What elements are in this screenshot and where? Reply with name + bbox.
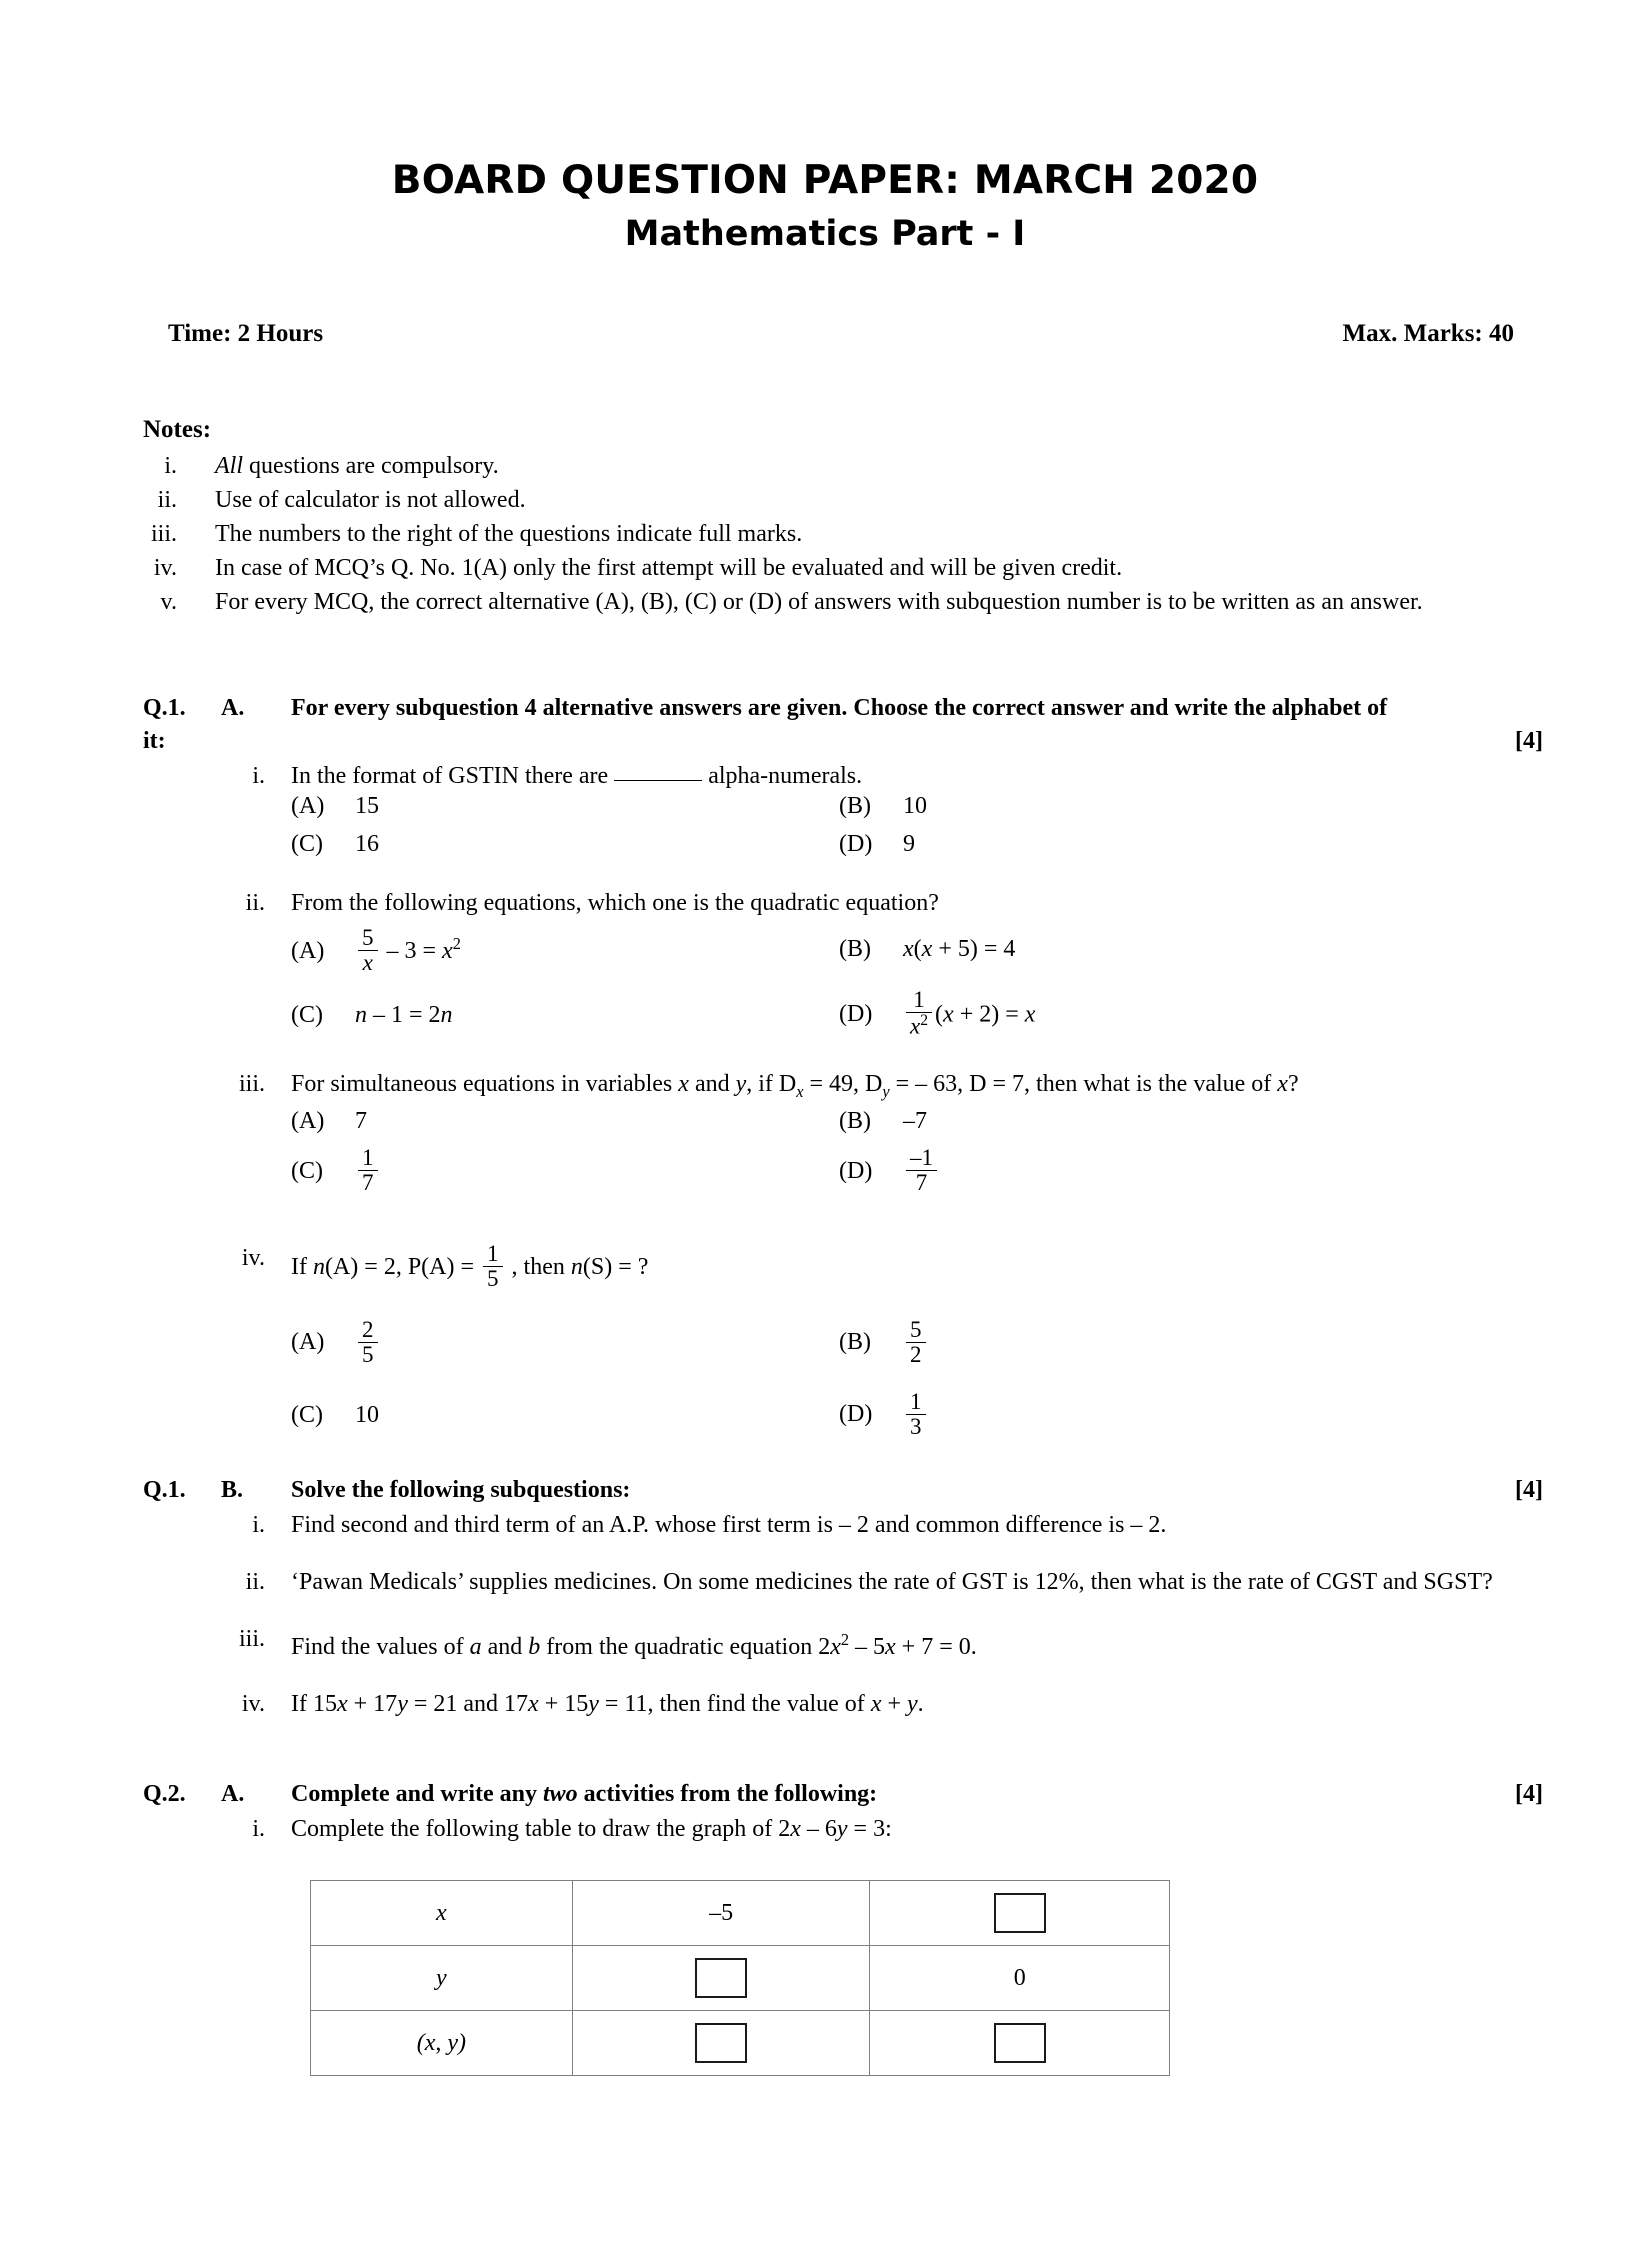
question-1b-number: Q.1.: [143, 1477, 186, 1503]
fraction: [906, 988, 932, 1039]
option-value: x(x + 5) = 4: [903, 936, 1016, 962]
option-tag: (A): [291, 1107, 325, 1134]
question-2a-number: Q.2.: [143, 1781, 186, 1807]
option-tag: (A): [291, 1329, 325, 1356]
table-cell-answerbox[interactable]: [870, 1881, 1170, 1946]
q1b-sub-ii-text: ‘Pawan Medicals’ supplies medicines. On some medicines the rate of GST is 12%, then what is the rate of CGST and SGST?: [291, 1569, 1493, 1595]
question-2a-block: [143, 1778, 1543, 1846]
q1a-sub-ii-options: [291, 926, 1543, 1050]
note-text: [215, 450, 1503, 482]
question-1a-number: Q.1.: [143, 695, 186, 721]
note-number: i.: [164, 453, 177, 479]
fraction: [358, 1318, 378, 1368]
table-cell: [572, 1881, 870, 1946]
table-row: [311, 1946, 1170, 2011]
fraction-numerator: 2: [362, 1316, 374, 1342]
note-item: [143, 552, 1503, 584]
fraction: [906, 1318, 926, 1368]
question-1b-heading-row: [143, 1474, 1543, 1507]
table-row: [311, 2011, 1170, 2076]
question-2a-subpart: A.: [221, 1781, 245, 1807]
graph-table-wrapper: [310, 1880, 1170, 2076]
question-1a-heading-text: For every subquestion 4 alternative answers are given. Choose the correct answer and write the alphabet of it:: [143, 695, 1388, 754]
option-tag: (D): [839, 1001, 873, 1028]
q1a-sub-iii-options: [291, 1108, 1543, 1208]
question-2a-marks: [4]: [1515, 1781, 1543, 1807]
option-A[interactable]: [291, 793, 379, 820]
table-row-label: [311, 2011, 573, 2076]
option-tag: (C): [291, 831, 323, 857]
cell-value: y: [436, 1964, 447, 1991]
table-row-label: [311, 1881, 573, 1946]
note-rest: questions are compulsory.: [243, 453, 499, 479]
fill-in-blank[interactable]: [614, 780, 702, 781]
option-tag: (A): [291, 937, 325, 964]
option-row: [291, 1390, 1543, 1452]
fraction-denominator: 5: [358, 1342, 378, 1367]
table-cell-answerbox[interactable]: [572, 2011, 870, 2076]
answer-box[interactable]: [994, 1893, 1046, 1933]
note-item: [143, 484, 1503, 516]
table-row: [311, 1881, 1170, 1946]
q1a-sub-iii: [143, 1068, 1543, 1108]
fraction-numerator: –1: [910, 1144, 933, 1170]
table-cell-answerbox[interactable]: [870, 2011, 1170, 2076]
question-2a-heading-text: Complete and write any two activities from the following:: [291, 1781, 878, 1807]
table-row-label: [311, 1946, 573, 2011]
q1a-sub-i-text-before: In the format of GSTIN there are: [291, 763, 609, 789]
cell-value: 0: [1013, 1964, 1026, 1991]
q1b-sub-iii-text: Find the values of a and b from the quadratic equation $2x^2 - 5x + 7 = 0$.: [291, 1630, 977, 1660]
option-D[interactable]: [839, 1390, 929, 1440]
option-row: [291, 926, 1543, 988]
q1a-sub-iii-text: For simultaneous equations in variables x and y, if $D_x = 49$, $D_y$ = – 63, D = 7, then what is the value of x?: [291, 1071, 1299, 1101]
option-tag: (B): [839, 936, 871, 962]
option-value: 10: [355, 1401, 379, 1428]
cell-value: x: [436, 1899, 447, 1926]
option-row: [291, 831, 1543, 869]
q1b-sub-i: [143, 1509, 1543, 1542]
fraction-denominator: x: [358, 950, 378, 975]
option-tag: (D): [839, 831, 873, 857]
q1a-sub-ii-number: ii.: [245, 890, 265, 916]
option-value: 10: [903, 793, 927, 819]
question-2a-heading-row: [143, 1778, 1543, 1811]
note-text: For every MCQ, the correct alternative (A), (B), (C) or (D) of answers with subquestion number is to be written as an answer.: [215, 589, 1423, 615]
q1b-sub-iv-text: If 15x + 17y = 21 and 17x + 15y = 11, then find the value of x + y.: [291, 1691, 924, 1717]
page-title: BOARD QUESTION PAPER: MARCH 2020: [391, 158, 1259, 203]
fraction-denominator: 7: [906, 1170, 937, 1195]
option-C[interactable]: [291, 831, 379, 858]
option-B[interactable]: [839, 1108, 927, 1135]
question-1a-block: [143, 692, 1543, 1452]
option-tag: (D): [839, 1157, 873, 1184]
option-value: 16: [355, 831, 379, 857]
q1a-sub-iv-options: [291, 1318, 1543, 1452]
option-D[interactable]: [839, 831, 915, 858]
q1b-sub-iii: [143, 1623, 1543, 1664]
cell-value: –5: [709, 1899, 734, 1926]
fraction-numerator: 1: [362, 1144, 374, 1170]
fraction-numerator: 1: [487, 1240, 499, 1266]
note-item: [143, 586, 1503, 618]
option-B[interactable]: [839, 936, 1015, 963]
fraction-numerator: 1: [910, 1388, 922, 1414]
note-number: v.: [160, 589, 177, 615]
q1a-sub-i-number: i.: [252, 763, 265, 789]
q1b-sub-iii-number: iii.: [238, 1626, 265, 1652]
answer-box[interactable]: [695, 1958, 747, 1998]
option-tag: (A): [291, 793, 325, 819]
heading-italic-word: two: [542, 1781, 578, 1807]
fraction-denominator: 7: [358, 1170, 378, 1195]
note-italic-lead: All: [215, 453, 243, 479]
option-row: [291, 1146, 1543, 1208]
q1a-sub-iv-number: iv.: [241, 1244, 265, 1271]
exam-meta-row: [0, 320, 1650, 354]
option-tag: (C): [291, 1002, 323, 1028]
q1a-sub-i-text: [291, 763, 862, 789]
q2a-sub-i: [143, 1813, 1543, 1846]
q1a-sub-iv-text: If n(A) = 2, P(A) = $\frac{1}{5}$ , then n(S) = ?: [291, 1240, 649, 1292]
cell-value: (x, y): [416, 2029, 467, 2056]
note-text: Use of calculator is not allowed.: [215, 487, 526, 513]
answer-box[interactable]: [994, 2023, 1046, 2063]
option-tag: (C): [291, 1401, 323, 1428]
fraction: [358, 1146, 378, 1196]
option-B[interactable]: [839, 793, 927, 820]
option-B[interactable]: [839, 1318, 929, 1368]
option-value: –7: [903, 1107, 927, 1134]
question-1a-subpart: A.: [221, 695, 245, 721]
option-row: [291, 988, 1543, 1050]
fraction-numerator: 5: [910, 1316, 922, 1342]
fraction-denominator: 5: [483, 1266, 503, 1291]
exam-duration: Time: 2 Hours: [168, 319, 324, 347]
question-1b-subpart: B.: [221, 1477, 244, 1503]
option-tag: (B): [839, 1107, 871, 1134]
q1a-sub-ii-text: From the following equations, which one is the quadratic equation?: [291, 890, 939, 916]
option-C[interactable]: [291, 1402, 379, 1429]
q1a-sub-i-text-after: alpha-numerals.: [708, 763, 863, 789]
option-row: [291, 1108, 1543, 1146]
fraction-denominator: $x^2$: [906, 1012, 932, 1039]
option-tag: (D): [839, 1401, 873, 1428]
option-A[interactable]: [291, 926, 461, 976]
notes-heading: Notes:: [143, 416, 212, 443]
note-number: iv.: [153, 555, 177, 581]
fraction-numerator: 1: [913, 987, 925, 1012]
option-tail: (x + 2) = x: [935, 1001, 1036, 1028]
option-C[interactable]: [291, 1002, 453, 1029]
fraction-denominator: 3: [906, 1414, 926, 1439]
option-A[interactable]: [291, 1108, 367, 1135]
fraction: [358, 926, 378, 976]
page-header: [0, 0, 1650, 258]
answer-box[interactable]: [695, 2023, 747, 2063]
page-subtitle: Mathematics Part - I: [624, 214, 1026, 255]
q2a-sub-i-text: Complete the following table to draw the graph of 2x – 6y = 3:: [291, 1816, 892, 1842]
table-cell: [870, 1946, 1170, 2011]
note-item: [143, 518, 1503, 550]
question-1a-heading-row: [143, 692, 1543, 758]
option-row: [291, 1318, 1543, 1380]
note-number: iii.: [150, 521, 177, 547]
question-1b-marks: [4]: [1515, 1477, 1543, 1503]
note-text: In case of MCQ’s Q. No. 1(A) only the first attempt will be evaluated and will be given credit.: [215, 555, 1123, 581]
option-tag: (C): [291, 1157, 323, 1184]
q1a-sub-iv: [143, 1242, 1543, 1292]
option-value: 9: [903, 831, 915, 857]
q1b-sub-i-number: i.: [252, 1512, 265, 1538]
option-tag: (B): [839, 793, 871, 819]
note-text: The numbers to the right of the questions indicate full marks.: [215, 521, 803, 547]
fraction: [483, 1242, 503, 1292]
option-tail: – $3 = x^2$: [380, 933, 461, 964]
q1b-sub-ii-number: ii.: [245, 1569, 265, 1595]
question-1b-heading-text: Solve the following subquestions:: [291, 1477, 631, 1503]
q1a-sub-iii-number: iii.: [238, 1071, 265, 1097]
option-A[interactable]: [291, 1318, 381, 1368]
fraction: [906, 1390, 926, 1440]
q1a-sub-i: [143, 760, 1543, 793]
note-item: [143, 450, 1503, 482]
question-1a-marks: [4]: [1515, 728, 1543, 754]
option-row: [291, 793, 1543, 831]
q1b-sub-iv-number: iv.: [241, 1691, 265, 1717]
note-number: ii.: [157, 487, 177, 513]
option-C[interactable]: [291, 1146, 381, 1196]
fraction-denominator: 2: [906, 1342, 926, 1367]
q1b-sub-i-text: Find second and third term of an A.P. whose first term is – 2 and common difference is – 2.: [291, 1512, 1167, 1538]
table-cell-answerbox[interactable]: [572, 1946, 870, 2011]
fraction: [906, 1146, 937, 1196]
q1a-sub-ii: [143, 887, 1543, 920]
option-D[interactable]: [839, 988, 1035, 1039]
option-value: n – 1 = 2n: [355, 1002, 453, 1028]
option-D[interactable]: [839, 1146, 940, 1196]
q1b-sub-iv: [143, 1688, 1543, 1721]
notes-list: [143, 450, 1503, 620]
question-1b-block: [143, 1474, 1543, 1721]
q1b-sub-ii: [143, 1566, 1543, 1599]
option-value: 15: [355, 793, 379, 819]
option-tag: (B): [839, 1329, 871, 1356]
graph-table: [310, 1880, 1170, 2076]
fraction-numerator: 5: [362, 925, 374, 950]
option-value: 7: [355, 1107, 367, 1134]
q1a-sub-i-options: [291, 793, 1543, 869]
exam-max-marks: Max. Marks: 40: [1342, 319, 1514, 347]
q2a-sub-i-number: i.: [252, 1816, 265, 1842]
